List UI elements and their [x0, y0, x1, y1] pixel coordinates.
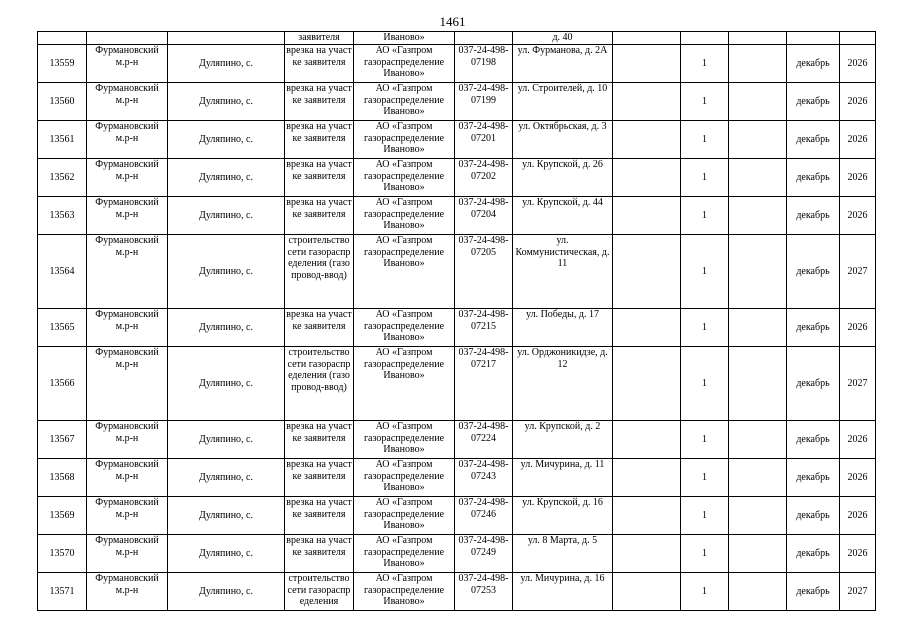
cell-code: 037-24-498-07224 — [455, 421, 513, 459]
cell-month: декабрь — [787, 121, 840, 159]
cell-district: Фурмановский м.р-н — [87, 83, 168, 121]
cell-empty — [729, 497, 787, 535]
cell-locality: Дуляпино, с. — [168, 573, 285, 611]
cell-month: декабрь — [787, 421, 840, 459]
cell-org: АО «Газпром газораспределение Иваново» — [354, 45, 455, 83]
cell-month: декабрь — [787, 459, 840, 497]
cell-org: АО «Газпром газораспределение Иваново» — [354, 197, 455, 235]
cell-district: Фурмановский м.р-н — [87, 347, 168, 421]
cell-month: декабрь — [787, 159, 840, 197]
cell-work: врезка на участке заявителя — [285, 159, 354, 197]
cell-qty: 1 — [681, 197, 729, 235]
cell-empty — [613, 347, 681, 421]
cell-address: ул. Коммунистическая, д. 11 — [513, 235, 613, 309]
cell-address: ул. Крупской, д. 2 — [513, 421, 613, 459]
cell-year: 2026 — [840, 309, 876, 347]
cell-year: 2026 — [840, 159, 876, 197]
cell-code: 037-24-498-07201 — [455, 121, 513, 159]
cell-code: 037-24-498-07198 — [455, 45, 513, 83]
cell-org: АО «Газпром газораспределение Иваново» — [354, 459, 455, 497]
cell-qty: 1 — [681, 83, 729, 121]
cell-code: 037-24-498-07249 — [455, 535, 513, 573]
cell-district: Фурмановский м.р-н — [87, 121, 168, 159]
cell-qty: 1 — [681, 159, 729, 197]
cell-month: декабрь — [787, 535, 840, 573]
cell-work: строительство сети газораспределения (газопровод-ввод) — [285, 235, 354, 309]
cell-empty — [613, 459, 681, 497]
cell-empty — [613, 83, 681, 121]
cell-work: врезка на участке заявителя — [285, 535, 354, 573]
cell-month: декабрь — [787, 83, 840, 121]
cell-empty — [729, 197, 787, 235]
cell-empty — [613, 45, 681, 83]
cell-empty — [613, 421, 681, 459]
cell-locality: Дуляпино, с. — [168, 497, 285, 535]
cell-empty — [729, 159, 787, 197]
cell-qty: 1 — [681, 121, 729, 159]
cell-empty — [613, 121, 681, 159]
cell-address: ул. Строителей, д. 10 — [513, 83, 613, 121]
cell-num: 13568 — [38, 459, 87, 497]
cell-num: 13566 — [38, 347, 87, 421]
cell-locality: Дуляпино, с. — [168, 309, 285, 347]
cell-num: 13562 — [38, 159, 87, 197]
cell-empty — [729, 535, 787, 573]
table-row — [38, 235, 876, 309]
cell-empty — [729, 573, 787, 611]
cell-work: врезка на участке заявителя — [285, 309, 354, 347]
cell-qty: 1 — [681, 573, 729, 611]
cell-year: 2026 — [840, 83, 876, 121]
cell-code — [455, 32, 513, 45]
table-row — [38, 497, 876, 535]
cell-locality: Дуляпино, с. — [168, 45, 285, 83]
cell-qty: 1 — [681, 535, 729, 573]
cell-district: Фурмановский м.р-н — [87, 235, 168, 309]
cell-code: 037-24-498-07253 — [455, 573, 513, 611]
cell-locality: Дуляпино, с. — [168, 535, 285, 573]
cell-locality: Дуляпино, с. — [168, 197, 285, 235]
cell-empty — [613, 535, 681, 573]
table-row — [38, 459, 876, 497]
cell-org: АО «Газпром газораспределение Иваново» — [354, 121, 455, 159]
cell-district: Фурмановский м.р-н — [87, 309, 168, 347]
cell-org: АО «Газпром газораспределение Иваново» — [354, 83, 455, 121]
cell-work: строительство сети газораспределения (газопровод-ввод) — [285, 347, 354, 421]
cell-year: 2026 — [840, 421, 876, 459]
cell-year: 2026 — [840, 459, 876, 497]
cell-district: Фурмановский м.р-н — [87, 573, 168, 611]
cell-empty — [613, 197, 681, 235]
cell-work: заявителя — [285, 32, 354, 45]
cell-year: 2026 — [840, 535, 876, 573]
cell-empty — [613, 32, 681, 45]
cell-work: врезка на участке заявителя — [285, 421, 354, 459]
table-row — [38, 347, 876, 421]
cell-year: 2027 — [840, 573, 876, 611]
cell-district: Фурмановский м.р-н — [87, 159, 168, 197]
cell-code: 037-24-498-07246 — [455, 497, 513, 535]
cell-work: врезка на участке заявителя — [285, 459, 354, 497]
cell-org: АО «Газпром газораспределение Иваново» — [354, 309, 455, 347]
cell-month — [787, 32, 840, 45]
cell-district: Фурмановский м.р-н — [87, 459, 168, 497]
cell-work: врезка на участке заявителя — [285, 83, 354, 121]
cell-district: Фурмановский м.р-н — [87, 197, 168, 235]
cell-num: 13569 — [38, 497, 87, 535]
cell-code: 037-24-498-07202 — [455, 159, 513, 197]
cell-org: АО «Газпром газораспределение Иваново» — [354, 573, 455, 611]
cell-district: Фурмановский м.р-н — [87, 535, 168, 573]
cell-qty: 1 — [681, 45, 729, 83]
cell-num: 13563 — [38, 197, 87, 235]
cell-empty — [729, 421, 787, 459]
cell-work: врезка на участке заявителя — [285, 121, 354, 159]
cell-org: АО «Газпром газораспределение Иваново» — [354, 497, 455, 535]
cell-org: АО «Газпром газораспределение Иваново» — [354, 421, 455, 459]
cell-empty — [729, 121, 787, 159]
cell-district: Фурмановский м.р-н — [87, 421, 168, 459]
cell-num: 13570 — [38, 535, 87, 573]
cell-qty: 1 — [681, 235, 729, 309]
cell-address: ул. Крупской, д. 16 — [513, 497, 613, 535]
register-table-body — [38, 32, 876, 611]
cell-qty: 1 — [681, 497, 729, 535]
cell-month: декабрь — [787, 573, 840, 611]
cell-org: АО «Газпром газораспределение Иваново» — [354, 535, 455, 573]
cell-district — [87, 32, 168, 45]
cell-district: Фурмановский м.р-н — [87, 497, 168, 535]
cell-empty — [613, 159, 681, 197]
cell-empty — [613, 309, 681, 347]
cell-empty — [729, 83, 787, 121]
page-number: 1461 — [439, 14, 466, 29]
cell-empty — [729, 347, 787, 421]
table-row — [38, 309, 876, 347]
cell-month: декабрь — [787, 497, 840, 535]
table-row-continued — [38, 32, 876, 45]
cell-address: ул. Крупской, д. 26 — [513, 159, 613, 197]
cell-address: ул. Крупской, д. 44 — [513, 197, 613, 235]
cell-address: ул. Октябрьская, д. 3 — [513, 121, 613, 159]
cell-work: врезка на участке заявителя — [285, 45, 354, 83]
cell-empty — [613, 573, 681, 611]
cell-address: ул. Фурманова, д. 2А — [513, 45, 613, 83]
cell-month: декабрь — [787, 347, 840, 421]
cell-month: декабрь — [787, 45, 840, 83]
cell-qty: 1 — [681, 421, 729, 459]
cell-year: 2027 — [840, 347, 876, 421]
cell-code: 037-24-498-07217 — [455, 347, 513, 421]
register-table — [37, 31, 876, 611]
cell-empty — [613, 497, 681, 535]
cell-year: 2026 — [840, 45, 876, 83]
cell-code: 037-24-498-07199 — [455, 83, 513, 121]
cell-empty — [613, 235, 681, 309]
cell-qty: 1 — [681, 347, 729, 421]
cell-locality: Дуляпино, с. — [168, 159, 285, 197]
cell-work: врезка на участке заявителя — [285, 197, 354, 235]
cell-work: врезка на участке заявителя — [285, 497, 354, 535]
cell-qty — [681, 32, 729, 45]
cell-code: 037-24-498-07215 — [455, 309, 513, 347]
cell-org: Иваново» — [354, 32, 455, 45]
cell-num — [38, 32, 87, 45]
cell-district: Фурмановский м.р-н — [87, 45, 168, 83]
cell-month: декабрь — [787, 309, 840, 347]
cell-num: 13560 — [38, 83, 87, 121]
cell-qty: 1 — [681, 309, 729, 347]
cell-org: АО «Газпром газораспределение Иваново» — [354, 347, 455, 421]
table-row — [38, 45, 876, 83]
cell-locality: Дуляпино, с. — [168, 121, 285, 159]
cell-num: 13565 — [38, 309, 87, 347]
cell-address: ул. Орджоникидзе, д. 12 — [513, 347, 613, 421]
table-row — [38, 421, 876, 459]
cell-month: декабрь — [787, 197, 840, 235]
cell-year: 2026 — [840, 197, 876, 235]
cell-num: 13564 — [38, 235, 87, 309]
cell-empty — [729, 32, 787, 45]
cell-address: ул. Мичурина, д. 11 — [513, 459, 613, 497]
cell-locality: Дуляпино, с. — [168, 347, 285, 421]
cell-code: 037-24-498-07204 — [455, 197, 513, 235]
cell-work: строительство сети газораспределения — [285, 573, 354, 611]
cell-address: д. 40 — [513, 32, 613, 45]
cell-num: 13567 — [38, 421, 87, 459]
table-row — [38, 121, 876, 159]
cell-year — [840, 32, 876, 45]
table-row — [38, 83, 876, 121]
cell-locality: Дуляпино, с. — [168, 421, 285, 459]
cell-num: 13561 — [38, 121, 87, 159]
cell-code: 037-24-498-07243 — [455, 459, 513, 497]
cell-num: 13571 — [38, 573, 87, 611]
table-row — [38, 159, 876, 197]
cell-year: 2027 — [840, 235, 876, 309]
cell-empty — [729, 309, 787, 347]
cell-locality — [168, 32, 285, 45]
cell-address: ул. 8 Марта, д. 5 — [513, 535, 613, 573]
cell-org: АО «Газпром газораспределение Иваново» — [354, 235, 455, 309]
cell-empty — [729, 235, 787, 309]
cell-locality: Дуляпино, с. — [168, 83, 285, 121]
cell-year: 2026 — [840, 497, 876, 535]
cell-org: АО «Газпром газораспределение Иваново» — [354, 159, 455, 197]
cell-address: ул. Победы, д. 17 — [513, 309, 613, 347]
cell-empty — [729, 45, 787, 83]
table-row — [38, 573, 876, 611]
cell-locality: Дуляпино, с. — [168, 459, 285, 497]
cell-qty: 1 — [681, 459, 729, 497]
table-row — [38, 535, 876, 573]
cell-num: 13559 — [38, 45, 87, 83]
cell-empty — [729, 459, 787, 497]
cell-address: ул. Мичурина, д. 16 — [513, 573, 613, 611]
cell-locality: Дуляпино, с. — [168, 235, 285, 309]
table-row — [38, 197, 876, 235]
cell-code: 037-24-498-07205 — [455, 235, 513, 309]
cell-year: 2026 — [840, 121, 876, 159]
cell-month: декабрь — [787, 235, 840, 309]
